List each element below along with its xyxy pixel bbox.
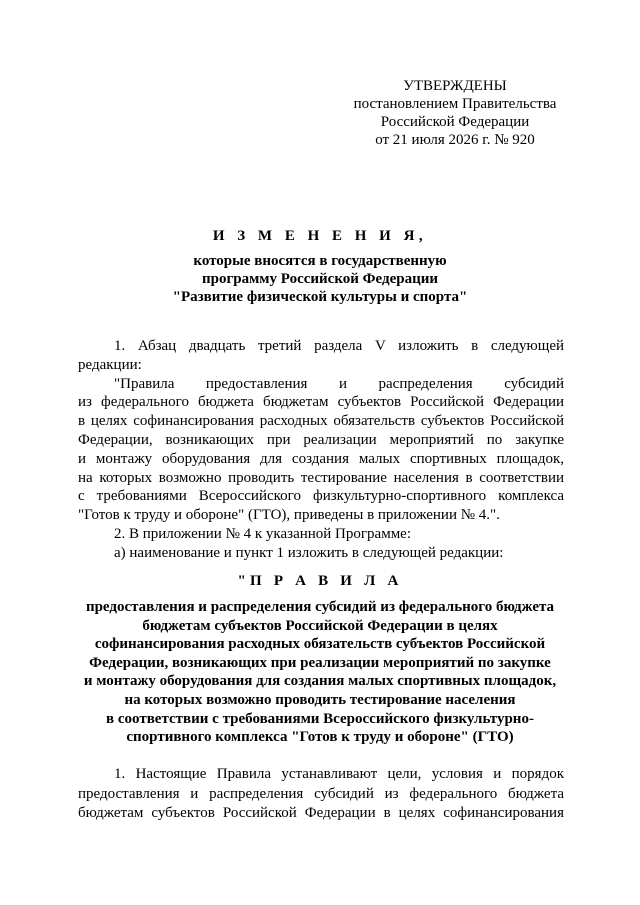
rules-heading: "П Р А В И Л А: [237, 573, 403, 589]
paragraph-line: на которых возможно проводить тестирование населения в соответствии: [78, 469, 564, 486]
approval-date: от 21 июля 2026 г. № 920: [375, 132, 535, 148]
paragraph-line: бюджетам субъектов Российской Федерации в целях софинансирования: [78, 805, 564, 821]
approval-title: УТВЕРЖДЕНЫ: [403, 78, 507, 94]
body-section-1: [78, 337, 564, 563]
paragraph-line: а) наименование и пункт 1 изложить в следующей редакции:: [114, 544, 504, 561]
approval-line: Российской Федерации: [380, 114, 530, 130]
paragraph-line: 1. Абзац двадцать третий раздела V изложить в следующей: [114, 338, 564, 354]
rules-subtitle-line: предоставления и распределения субсидий из федерального бюджета: [85, 599, 555, 615]
paragraph-line: предоставления и распределения субсидий из федерального бюджета: [78, 785, 564, 802]
paragraph-line: "Готов к труду и обороне" (ГТО), приведены в приложении № 4.".: [78, 507, 500, 524]
paragraph-line: и монтажу оборудования для создания малых спортивных площадок,: [78, 450, 564, 467]
changes-subtitle-line: "Развитие физической культуры и спорта": [172, 289, 468, 305]
approval-line: постановлением Правительства: [353, 96, 557, 112]
changes-heading: И З М Е Н Е Н И Я,: [212, 228, 428, 244]
paragraph-line: Федерации, возникающих при реализации мероприятий по закупке: [78, 431, 564, 448]
rules-subtitle-line: софинансирования расходных обязательств субъектов Российской: [94, 636, 546, 653]
rules-subtitle-line: Федерации, возникающих при реализации мероприятий по закупке: [89, 654, 551, 671]
rules-subtitle-line: в соответствии с требованиями Всероссийского физкультурно-: [106, 710, 534, 727]
paragraph-line: из федерального бюджета бюджетам субъектов Российской Федерации: [78, 394, 564, 411]
body-section-2: [78, 765, 564, 824]
changes-subtitle-line: которые вносятся в государственную: [193, 253, 447, 269]
rules-subtitle-line: на которых возможно проводить тестирование населения: [124, 691, 516, 708]
paragraph-line: редакции:: [78, 356, 142, 373]
changes-subtitle-line: программу Российской Федерации: [201, 271, 439, 287]
paragraph-line: "Правила предоставления и распределения субсидий: [114, 375, 564, 392]
rules-subtitle-line: спортивного комплекса "Готов к труду и обороне" (ГТО): [126, 729, 514, 746]
paragraph-line: в целях софинансирования расходных обязательств субъектов Российской: [78, 413, 564, 430]
rules-subtitle-line: и монтажу оборудования для создания малых спортивных площадок,: [83, 673, 557, 690]
rules-subtitle: [60, 598, 580, 747]
paragraph-line: 2. В приложении № 4 к указанной Программе:: [114, 525, 412, 542]
rules-subtitle-line: бюджетам субъектов Российской Федерации в целях: [142, 617, 498, 634]
paragraph-line: 1. Настоящие Правила устанавливают цели, условия и порядок: [114, 766, 564, 782]
approval-block: [330, 77, 580, 149]
changes-subtitle: [60, 252, 580, 306]
paragraph-line: с требованиями Всероссийского физкультурно-спортивного комплекса: [78, 488, 564, 505]
